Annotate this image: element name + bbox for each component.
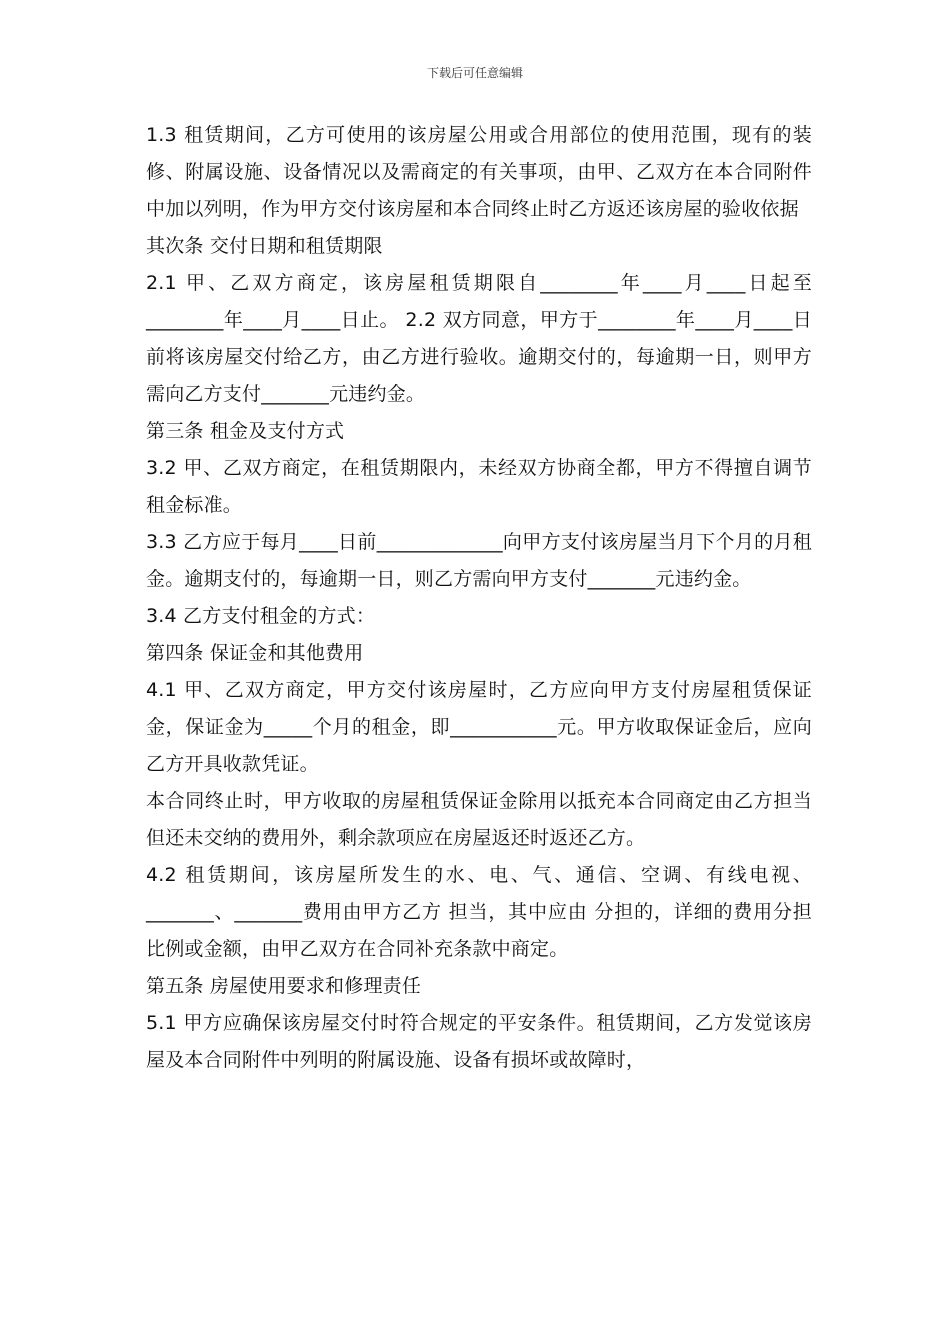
paragraph-4-1: 4.1 甲、乙双方商定，甲方交付该房屋时，乙方应向甲方支付房屋租赁保证金，保证金为_____个月的租金，即___________元。甲方收取保证金后，应向乙方开具收款凭证。 — [146, 679, 812, 775]
paragraph-3-2: 3.2 甲、乙双方商定，在租赁期限内，未经双方协商全都，甲方不得擅自调节租金标准。 — [146, 457, 812, 516]
article-heading-3: 第三条 租金及支付方式 — [146, 420, 345, 442]
paragraph-4-1-cont: 本合同终止时，甲方收取的房屋租赁保证金除用以抵充本合同商定由乙方担当但还未交纳的费用外，剩余款项应在房屋返还时返还乙方。 — [146, 790, 812, 849]
article-heading-2: 其次条 交付日期和租赁期限 — [146, 235, 383, 257]
paragraph-5-1: 5.1 甲方应确保该房屋交付时符合规定的平安条件。租赁期间，乙方发觉该房屋及本合同附件中列明的附属设施、设备有损坏或故障时， — [146, 1012, 812, 1071]
paragraph-2-1: 2.1 甲、乙双方商定，该房屋租赁期限自________年____月____日起至________年____月____日止。 2.2 双方同意，甲方于________年____月____日前将该房屋交付给乙方，由乙方进行验收。逾期交付的，每逾期一日，则甲方需向乙方支付_______元违约金。 — [146, 272, 812, 405]
paragraph-3-4: 3.4 乙方支付租金的方式： — [146, 605, 376, 627]
article-heading-4: 第四条 保证金和其他费用 — [146, 642, 364, 664]
paragraph-3-3: 3.3 乙方应于每月____日前_____________向甲方支付该房屋当月下个月的月租金。逾期支付的，每逾期一日，则乙方需向甲方支付_______元违约金。 — [146, 531, 812, 590]
paragraph-1-3: 1.3 租赁期间，乙方可使用的该房屋公用或合用部位的使用范围，现有的装修、附属设施、设备情况以及需商定的有关事项，由甲、乙双方在本合同附件中加以列明，作为甲方交付该房屋和本合同终止时乙方返还该房屋的验收依据 — [146, 124, 812, 220]
page-header: 下载后可任意编辑 — [426, 66, 523, 80]
paragraph-4-2: 4.2 租赁期间，该房屋所发生的水、电、气、通信、空调、有线电视、_______、_______费用由甲方乙方 担当，其中应由 分担的，详细的费用分担比例或金额，由甲乙双方在合同补充条款中商定。 — [146, 864, 812, 960]
article-heading-5: 第五条 房屋使用要求和修理责任 — [146, 975, 422, 997]
contract-body — [146, 117, 812, 1079]
